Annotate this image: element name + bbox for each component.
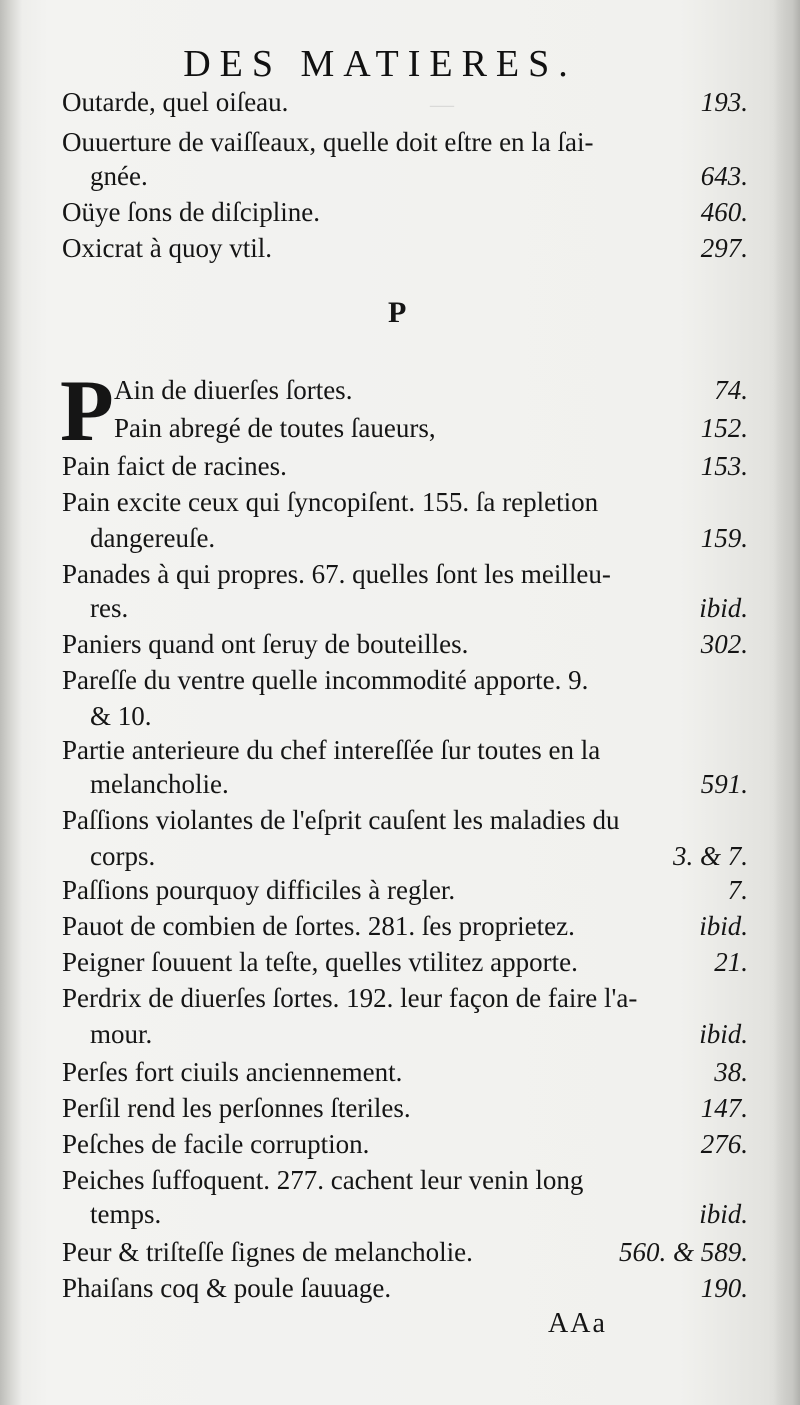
entry-page: 193. — [700, 87, 748, 117]
entry-page: 591. — [700, 769, 748, 799]
index-entry — [62, 1124, 748, 1164]
entry-page: 3. & 7. — [672, 841, 748, 871]
index-entry — [62, 446, 748, 486]
index-entry — [62, 978, 748, 1018]
entry-text: Peſches de facile corruption. — [62, 1129, 370, 1159]
entry-text: dangereuſe. — [90, 523, 216, 553]
entry-text: Partie anterieure du chef intereſſée ſur toutes en la — [62, 735, 601, 765]
entry-text: Pauot de combien de ſortes. 281. ſes proprietez. — [62, 911, 575, 941]
entry-page: 147. — [700, 1093, 748, 1123]
entry-text: Peiches ſuffoquent. 277. cachent leur venin long — [62, 1165, 584, 1195]
entry-page: 643. — [700, 161, 748, 191]
index-entry — [62, 1088, 748, 1128]
show-through: — — [430, 92, 454, 118]
index-entry — [62, 1052, 748, 1092]
entry-text: Oüye ſons de diſcipline. — [62, 197, 320, 227]
entry-text: Paſſions violantes de l'eſprit cauſent les maladies du — [62, 805, 620, 835]
entry-text: temps. — [90, 1199, 162, 1229]
index-entry — [90, 1014, 748, 1054]
entry-text: Paniers quand ont ſeruy de bouteilles. — [62, 629, 469, 659]
entry-page: 302. — [700, 629, 748, 659]
page-header: DES MATIERES. — [183, 43, 577, 85]
index-entry — [62, 1268, 748, 1308]
entry-text: Ain de diuerſes ſortes. — [114, 375, 353, 405]
entry-page: 153. — [700, 451, 748, 481]
entry-text: mour. — [90, 1019, 153, 1049]
index-entry — [62, 192, 748, 232]
entry-text: Pain faict de racines. — [62, 451, 287, 481]
entry-text: Peigner ſouuent la teſte, quelles vtilitez apporte. — [62, 947, 578, 977]
index-entry — [62, 800, 748, 840]
index-entry — [114, 408, 748, 448]
index-entry — [62, 228, 748, 268]
index-entry — [62, 942, 748, 982]
entry-page: 152. — [700, 413, 748, 443]
entry-text: melancholie. — [90, 769, 229, 799]
entry-text: Panades à qui propres. 67. quelles ſont les meilleu- — [62, 559, 611, 589]
drop-capital: P — [60, 363, 114, 460]
entry-text: Oxicrat à quoy vtil. — [62, 233, 272, 263]
entry-page: 74. — [714, 375, 748, 405]
index-entry — [62, 82, 748, 122]
index-entry — [62, 1232, 748, 1272]
entry-page: 38. — [714, 1057, 748, 1087]
index-entry — [90, 518, 748, 558]
entry-page: 297. — [700, 233, 748, 263]
index-entry — [62, 660, 748, 700]
entry-text: Pareſſe du ventre quelle incommodité apporte. 9. — [62, 665, 589, 695]
entry-text: Paſſions pourquoy difficiles à regler. — [62, 875, 456, 905]
entry-text: Phaiſans coq & poule ſauuage. — [62, 1273, 392, 1303]
entry-text: Perdrix de diuerſes ſortes. 192. leur façon de faire l'a- — [62, 983, 638, 1013]
index-entry — [90, 1194, 748, 1234]
section-heading: P — [388, 296, 407, 329]
entry-page: ibid. — [699, 593, 748, 623]
entry-page: 159. — [700, 523, 748, 553]
index-entry — [62, 906, 748, 946]
entry-page: ibid. — [699, 1019, 748, 1049]
entry-page: ibid. — [699, 911, 748, 941]
entry-page: ibid. — [699, 1199, 748, 1229]
entry-text: corps. — [90, 841, 156, 871]
index-entry — [62, 482, 748, 522]
index-entry — [90, 156, 748, 196]
entry-text: res. — [90, 593, 129, 623]
entry-page: 560. & 589. — [618, 1237, 748, 1267]
entry-text: Pain abregé de toutes ſaueurs, — [114, 413, 436, 443]
entry-page: 460. — [700, 197, 748, 227]
entry-page: 21. — [714, 947, 748, 977]
index-entry — [114, 370, 748, 410]
signature-mark: AAa — [548, 1308, 607, 1339]
index-entry — [90, 588, 748, 628]
entry-text: Peur & triſteſſe ſignes de melancholie. — [62, 1237, 473, 1267]
entry-text: Pain excite ceux qui ſyncopiſent. 155. ſa repletion — [62, 487, 599, 517]
index-entry — [62, 870, 748, 910]
entry-text: Ouuerture de vaiſſeaux, quelle doit eſtre en la ſai- — [62, 127, 594, 157]
entry-text: Outarde, quel oiſeau. — [62, 87, 289, 117]
entry-page: 190. — [700, 1273, 748, 1303]
index-entry — [62, 624, 748, 664]
entry-text: gnée. — [90, 161, 148, 191]
entry-text: Perſil rend les perſonnes ſteriles. — [62, 1093, 411, 1123]
index-entry — [90, 764, 748, 804]
entry-page: 276. — [700, 1129, 748, 1159]
entry-page: 7. — [727, 875, 748, 905]
entry-text: & 10. — [90, 701, 152, 731]
entry-text: Perſes fort ciuils anciennement. — [62, 1057, 403, 1087]
